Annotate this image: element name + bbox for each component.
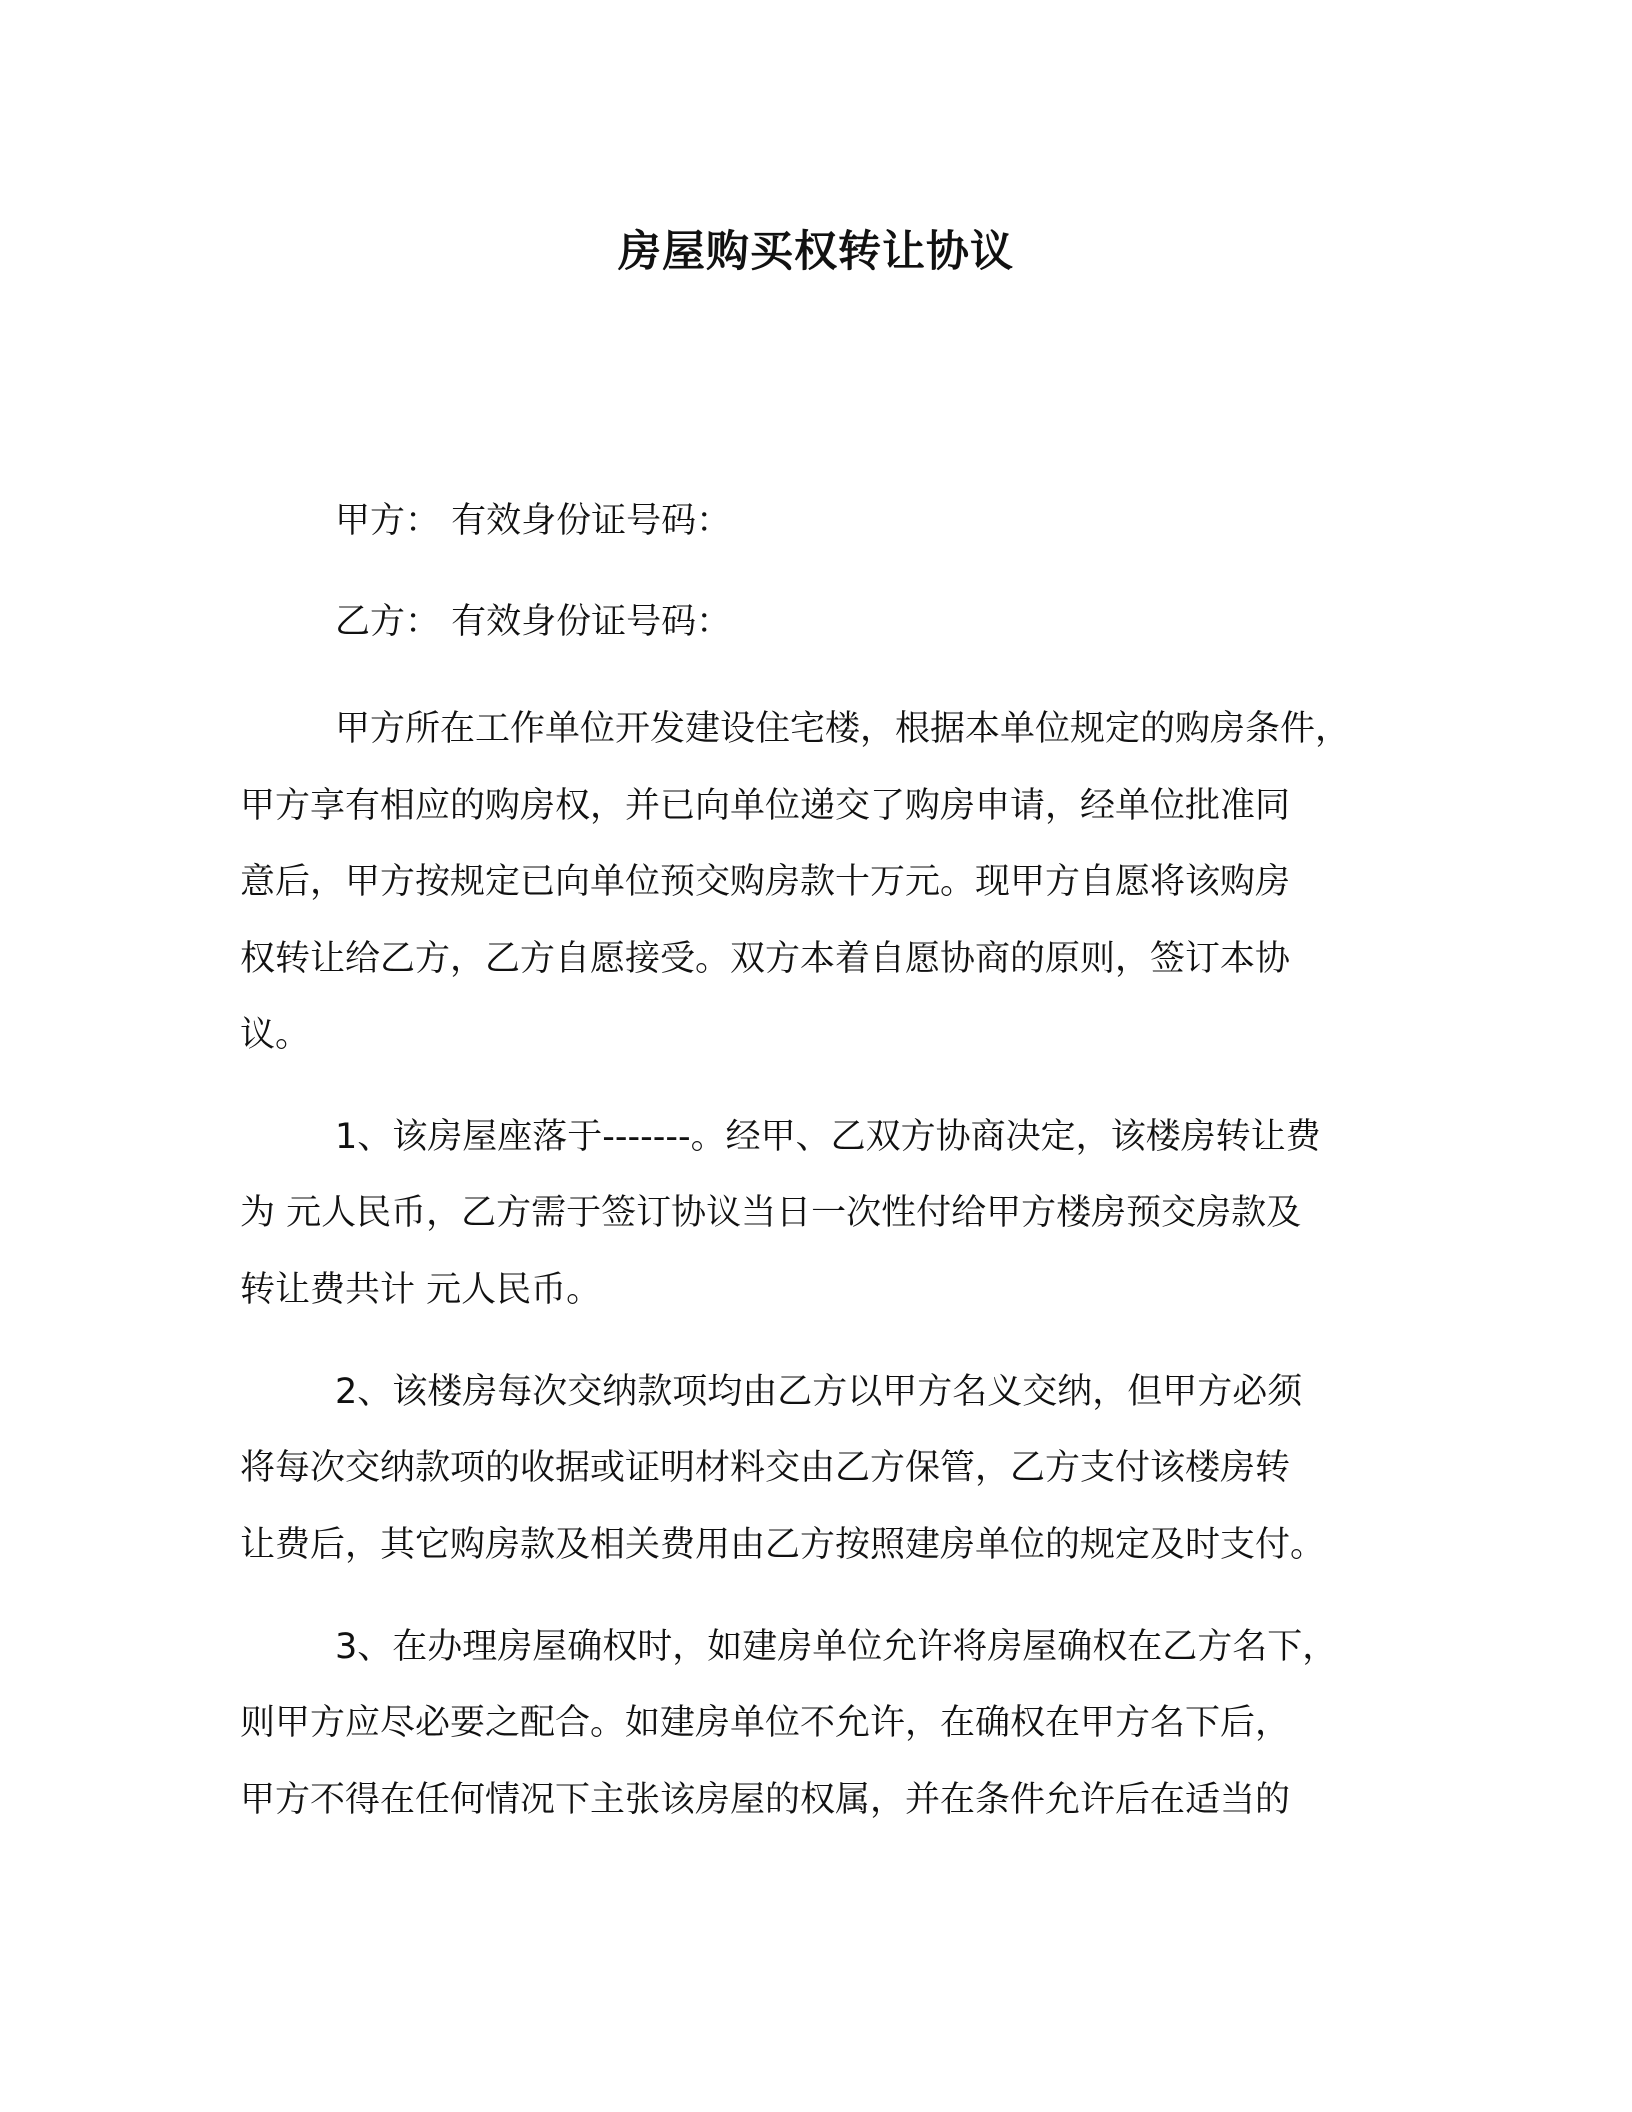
paragraph-line: 权转让给乙方，乙方自愿接受。双方本着自愿协商的原则，签订本协 bbox=[240, 939, 1291, 979]
paragraph-line: 转让费共计 元人民币。 bbox=[240, 1270, 602, 1310]
paragraph-line: 将每次交纳款项的收据或证明材料交由乙方保管，乙方支付该楼房转 bbox=[240, 1448, 1291, 1488]
party-a-line: 甲方： 有效身份证号码： bbox=[335, 501, 732, 541]
paragraph-line: 甲方享有相应的购房权，并已向单位递交了购房申请，经单位批准同 bbox=[240, 786, 1291, 826]
paragraph-line: 甲方不得在任何情况下主张该房屋的权属，并在条件允许后在适当的 bbox=[240, 1780, 1291, 1820]
paragraph-line: 为 元人民币，乙方需于签订协议当日一次性付给甲方楼房预交房款及 bbox=[240, 1193, 1302, 1233]
paragraph-line: 议。 bbox=[240, 1015, 311, 1055]
document-title: 房屋购买权转让协议 bbox=[618, 227, 1014, 277]
paragraph-line: 则甲方应尽必要之配合。如建房单位不允许，在确权在甲方名下后， bbox=[240, 1703, 1291, 1743]
party-b-line: 乙方： 有效身份证号码： bbox=[335, 602, 732, 642]
paragraph-line: 甲方所在工作单位开发建设住宅楼，根据本单位规定的购房条件， bbox=[335, 709, 1351, 749]
paragraph-line: 让费后，其它购房款及相关费用由乙方按照建房单位的规定及时支付。 bbox=[240, 1525, 1326, 1565]
paragraph-line: 3、在办理房屋确权时，如建房单位允许将房屋确权在乙方名下， bbox=[335, 1627, 1338, 1667]
paragraph-line: 1、该房屋座落于-------。经甲、乙双方协商决定，该楼房转让费 bbox=[335, 1117, 1321, 1157]
paragraph-line: 意后，甲方按规定已向单位预交购房款十万元。现甲方自愿将该购房 bbox=[240, 862, 1291, 902]
paragraph-line: 2、该楼房每次交纳款项均由乙方以甲方名义交纳，但甲方必须 bbox=[335, 1372, 1303, 1412]
